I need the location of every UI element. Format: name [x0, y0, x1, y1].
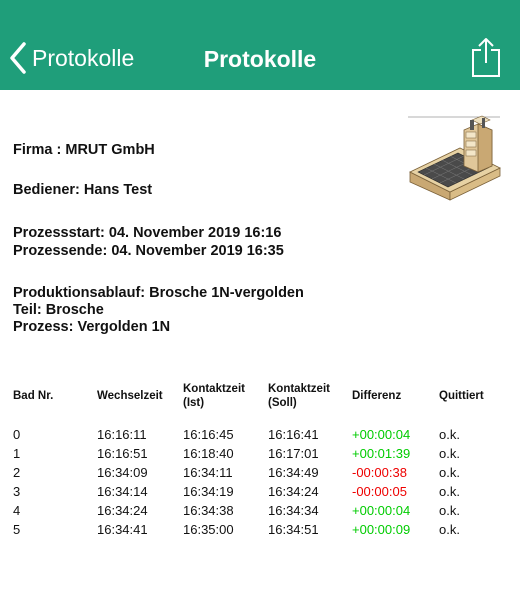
cell-quittiert: o.k.: [439, 446, 460, 461]
cell-bad: 1: [13, 446, 21, 461]
prozessende-text: Prozessende: 04. November 2019 16:35: [13, 243, 284, 259]
back-button-label: Protokolle: [32, 45, 135, 71]
header-wechselzeit: Wechselzeit: [97, 390, 163, 402]
cell-differenz: +00:00:04: [352, 503, 411, 518]
header-kontaktzeit-soll-line2: (Soll): [268, 397, 297, 409]
cell-differenz: +00:00:04: [352, 427, 411, 442]
cell-quittiert: o.k.: [439, 465, 460, 480]
header-kontaktzeit-soll: [268, 382, 330, 410]
prozess-text: Prozess: Vergolden 1N: [13, 319, 171, 335]
header-kontaktzeit-ist-line2: (Ist): [183, 397, 205, 409]
chevron-left-icon: [8, 41, 28, 75]
cell-wechselzeit: 16:16:51: [97, 446, 148, 461]
cell-kontaktzeit-ist: 16:18:40: [183, 446, 234, 461]
header-quittiert: Quittiert: [439, 390, 484, 402]
cell-kontaktzeit-ist: 16:34:19: [183, 484, 234, 499]
cell-bad: 5: [13, 522, 21, 537]
cell-kontaktzeit-soll: 16:17:01: [268, 446, 319, 461]
cell-quittiert: o.k.: [439, 427, 460, 442]
cell-quittiert: o.k.: [439, 503, 460, 518]
firma-text: Firma : MRUT GmbH: [13, 142, 155, 158]
cell-kontaktzeit-ist: 16:34:38: [183, 503, 234, 518]
teil-text: Teil: Brosche: [13, 302, 104, 318]
header-kontaktzeit-ist: [183, 382, 245, 410]
cell-kontaktzeit-ist: 16:34:11: [183, 465, 233, 480]
cell-kontaktzeit-soll: 16:34:34: [268, 503, 319, 518]
page-title: Protokolle: [203, 46, 317, 72]
cell-wechselzeit: 16:34:09: [97, 465, 148, 480]
header-bad-nr: Bad Nr.: [13, 390, 54, 402]
cell-quittiert: o.k.: [439, 522, 460, 537]
cell-kontaktzeit-ist: 16:35:00: [183, 522, 234, 537]
cell-differenz: -00:00:38: [352, 465, 407, 480]
cell-kontaktzeit-soll: 16:34:51: [268, 522, 319, 537]
cell-differenz: +00:00:09: [352, 522, 411, 537]
cell-bad: 3: [13, 484, 21, 499]
machine-illustration: [404, 114, 504, 202]
cell-differenz: -00:00:05: [352, 484, 407, 499]
produktionsablauf-text: Produktionsablauf: Brosche 1N-vergolden: [13, 285, 304, 301]
cell-quittiert: o.k.: [439, 484, 460, 499]
navigation-bar: [0, 0, 520, 90]
header-kontaktzeit-ist-line1: Kontaktzeit: [183, 383, 245, 395]
back-button[interactable]: [8, 38, 134, 78]
cell-kontaktzeit-soll: 16:34:24: [268, 484, 319, 499]
cell-differenz: +00:01:39: [352, 446, 411, 461]
cell-kontaktzeit-soll: 16:16:41: [268, 427, 319, 442]
cell-wechselzeit: 16:16:11: [97, 427, 147, 442]
cell-bad: 4: [13, 503, 21, 518]
cell-kontaktzeit-soll: 16:34:49: [268, 465, 319, 480]
header-kontaktzeit-soll-line1: Kontaktzeit: [268, 383, 330, 395]
cell-kontaktzeit-ist: 16:16:45: [183, 427, 234, 442]
share-icon[interactable]: [470, 36, 502, 78]
cell-wechselzeit: 16:34:41: [97, 522, 148, 537]
bediener-text: Bediener: Hans Test: [13, 182, 153, 198]
prozessstart-text: Prozessstart: 04. November 2019 16:16: [13, 225, 282, 241]
cell-wechselzeit: 16:34:14: [97, 484, 148, 499]
cell-bad: 2: [13, 465, 21, 480]
header-differenz: Differenz: [352, 390, 402, 402]
cell-wechselzeit: 16:34:24: [97, 503, 148, 518]
cell-bad: 0: [13, 427, 21, 442]
